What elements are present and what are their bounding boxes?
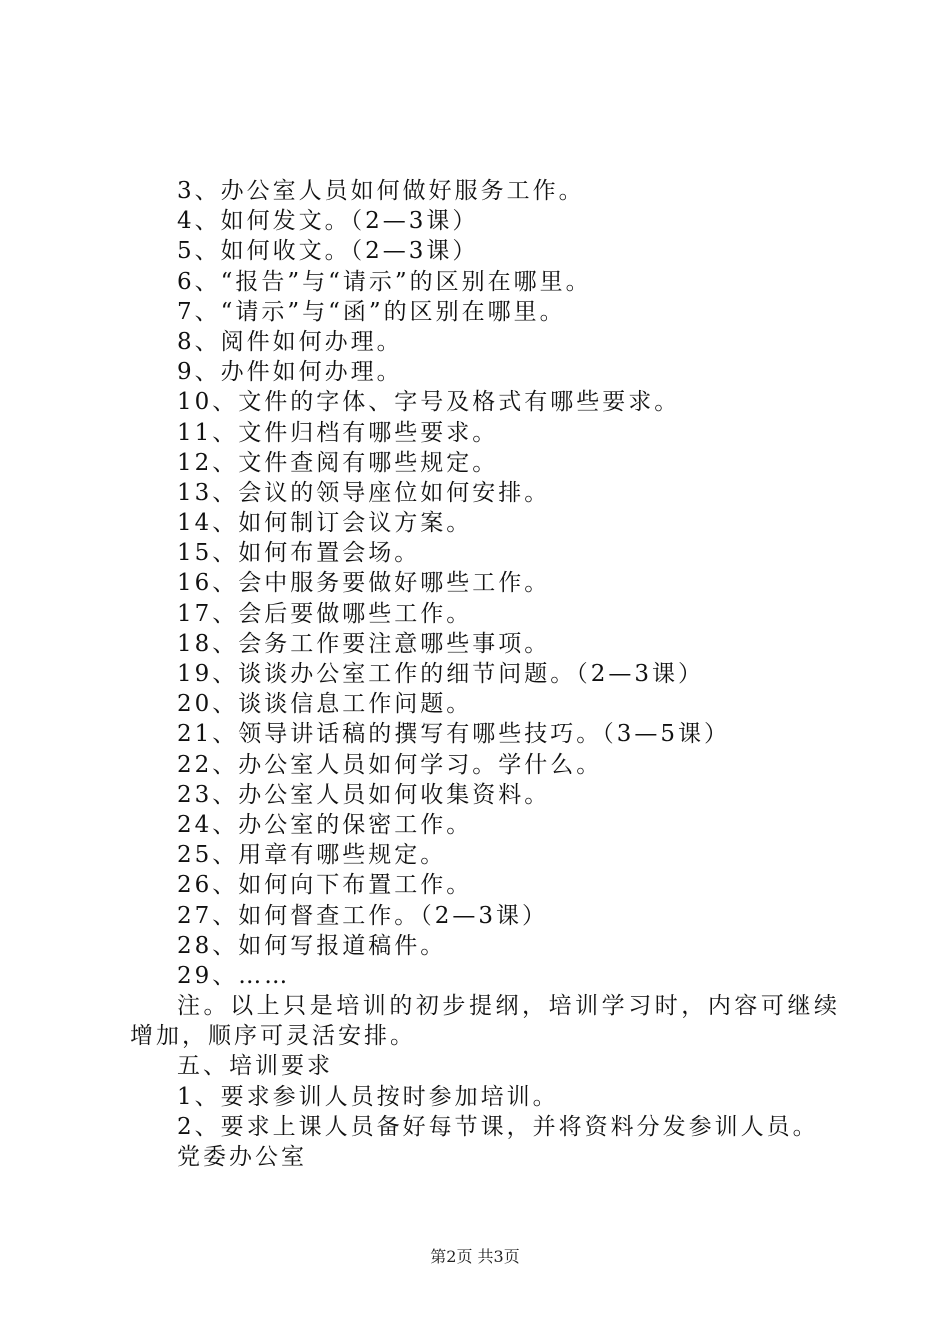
outline-item: 23、办公室人员如何收集资料。 [177, 781, 551, 808]
outline-item: 19、谈谈办公室工作的细节问题。（2—3课） [177, 661, 705, 687]
outline-item: 12、文件查阅有哪些规定。 [177, 449, 499, 476]
note-paragraph: 注。以上只是培训的初步提纲，培训学习时，内容可继续增加，顺序可灵活安排。 [130, 993, 840, 1050]
outline-item: 5、如何收文。（2—3课） [177, 238, 479, 265]
outline-item: 22、办公室人员如何学习。学什么。 [177, 751, 603, 778]
outline-item: 28、如何写报道稿件。 [177, 932, 447, 959]
outline-item: 21、领导讲话稿的撰写有哪些技巧。（3—5课） [177, 721, 731, 748]
document-body [130, 176, 840, 1172]
outline-item: 25、用章有哪些规定。 [177, 842, 447, 869]
outline-item: 3、办公室人员如何做好服务工作。 [177, 178, 585, 204]
outline-item: 4、如何发文。（2—3课） [177, 208, 479, 235]
outline-item: 24、办公室的保密工作。 [177, 811, 473, 838]
outline-item: 7、“请示”与“函”的区别在哪里。 [177, 298, 566, 325]
outline-item: 8、阅件如何办理。 [177, 328, 403, 355]
requirements-list [130, 1082, 840, 1142]
outline-item: 20、谈谈信息工作问题。 [177, 691, 473, 718]
outline-item: 16、会中服务要做好哪些工作。 [177, 570, 551, 597]
outline-item: 26、如何向下布置工作。 [177, 872, 473, 899]
outline-item: 18、会务工作要注意哪些事项。 [177, 630, 551, 657]
outline-item: 27、如何督查工作。（2—3课） [177, 902, 549, 929]
outline-list [130, 176, 840, 991]
outline-item: 13、会议的领导座位如何安排。 [177, 479, 551, 506]
requirement-item: 2、要求上课人员备好每节课，并将资料分发参训人员。 [177, 1113, 819, 1140]
outline-item: 14、如何制订会议方案。 [177, 510, 473, 537]
page-number: 第2页 共3页 [430, 1247, 520, 1266]
outline-item: 10、文件的字体、字号及格式有哪些要求。 [177, 389, 681, 416]
requirement-item: 1、要求参训人员按时参加培训。 [177, 1083, 559, 1110]
outline-item: 29、…… [177, 962, 291, 989]
outline-item: 11、文件归档有哪些要求。 [177, 419, 499, 446]
signature: 党委办公室 [177, 1144, 307, 1171]
outline-item: 17、会后要做哪些工作。 [177, 600, 473, 627]
outline-item: 6、“报告”与“请示”的区别在哪里。 [177, 268, 592, 295]
section-heading: 五、培训要求 [177, 1053, 333, 1080]
outline-item: 9、办件如何办理。 [177, 359, 403, 386]
outline-item: 15、如何布置会场。 [177, 540, 421, 567]
